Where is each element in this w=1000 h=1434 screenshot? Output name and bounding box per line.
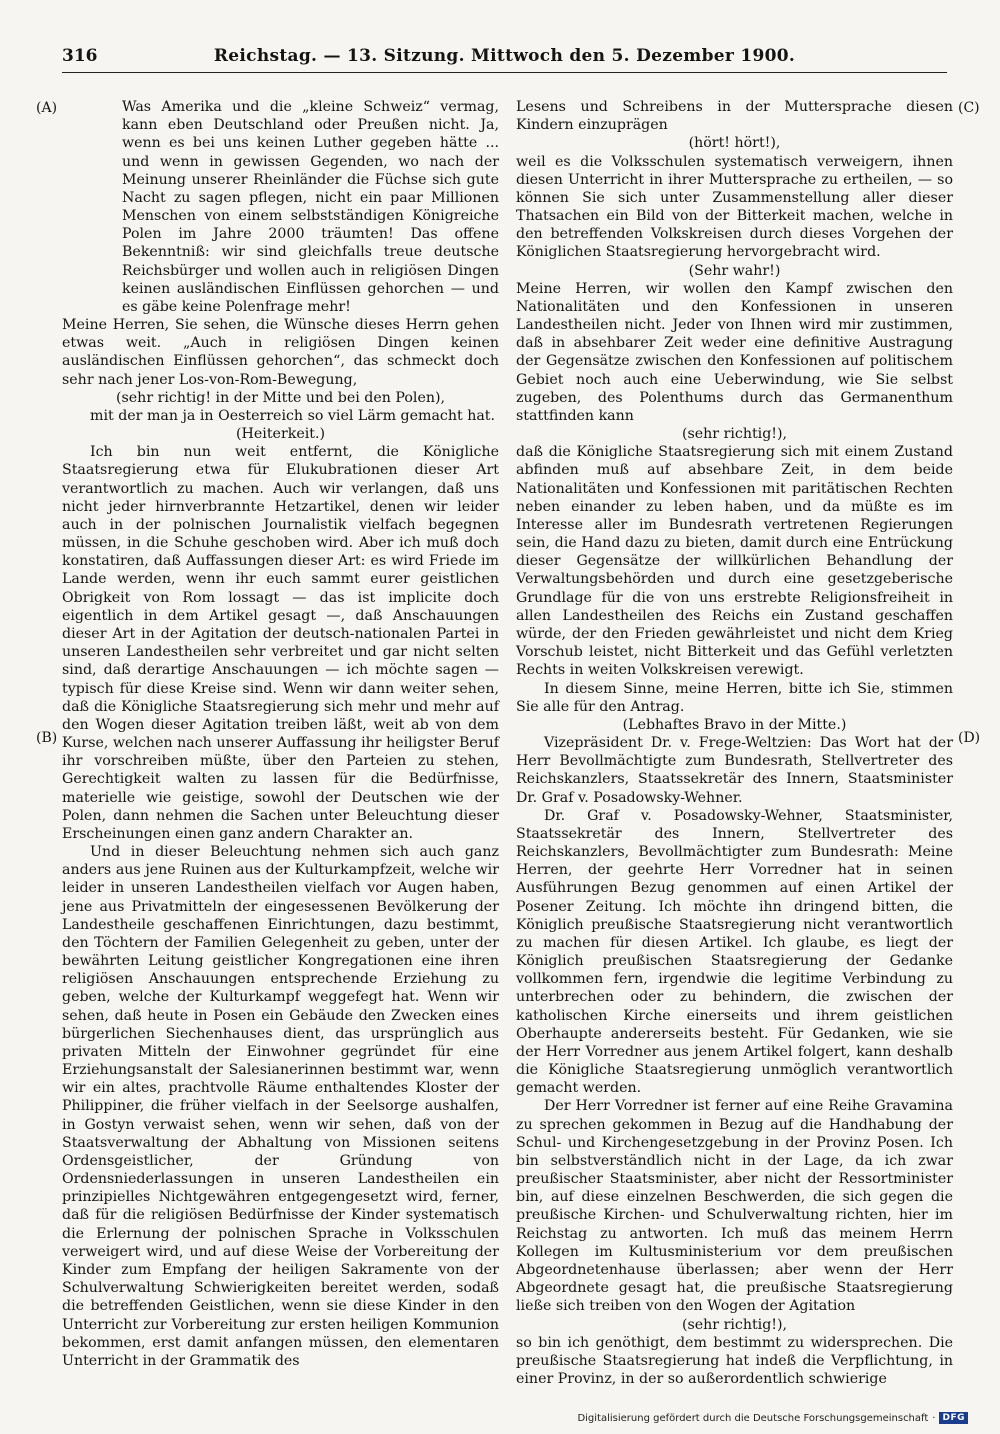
paragraph: (Sehr wahr!) <box>688 262 781 279</box>
footer: Digitalisierung gefördert durch die Deutsche Forschungsgemeinschaft · DFG <box>577 1412 968 1424</box>
paragraph: Ich bin nun weit entfernt, die Königliche Staatsregierung etwa für Elukubrationen dieser Art verantwortlich zu machen. Auch wir verlangen, daß uns nicht jeder hirnverbrannte Hetzartikel, denen wir leider auch in der polnischen Journalistik vielfach begegnen müssen, in die Schuhe geschoben wird. Aber ich muß doch konstatiren, daß Auffassungen dieser Art: es wird Friede im Lande werden, wenn ihr euch sammt eurer geistlichen Obrigkeit von Rom lossagt — das ist implicite doch eigentlich in dem Artikel gesagt —, daß Anschauungen dieser Art in der Agitation der deutsch-nationalen Partei in unseren Landestheilen sehr verbreitet und gar nicht selten sind, daß derartige Anschauungen — ich möchte sagen — typisch für diese Kreise sind. Wenn wir dann weiter sehen, daß die Königliche Staatsregierung sich mehr und mehr auf den Wogen dieser Agitation treiben läßt, weit ab von dem Kurse, welchen nach unserer Auffassung ihr heiligster Beruf ihr vorschreiben müßte, über den Parteien zu stehen, Gerechtigkeit walten zu lassen für die Bedürfnisse, materielle wie geistige, sowohl der Deutschen wie der Polen, dann nehmen die Sachen unter Beleuchtung dieser Erscheinungen einen ganz andern Charakter an. <box>62 444 499 842</box>
paragraph: In diesem Sinne, meine Herren, bitte ich Sie, stimmen Sie alle für den Antrag. <box>516 680 953 715</box>
margin-marker-d: (D) <box>958 730 981 746</box>
paragraph: (sehr richtig!), <box>681 426 788 443</box>
margin-marker-c: (C) <box>958 100 980 116</box>
page-number: 316 <box>62 46 98 66</box>
paragraph: (sehr richtig!), <box>681 1316 788 1333</box>
paragraph: Vizepräsident Dr. v. Frege-Weltzien: Das Wort hat der Herr Bevollmächtigte zum Bundesrath, Stellvertreter des Reichskanzlers, Staatssekretär des Innern, Staatsminister Dr. Graf v. Posadowsky-Wehner. <box>516 735 953 806</box>
footer-credit: Digitalisierung gefördert durch die Deutsche Forschungsgemeinschaft <box>577 1412 929 1424</box>
paragraph: weil es die Volksschulen systematisch verweigern, ihnen diesen Unterricht in ihrer Muttersprache zu ertheilen, — so können Sie sich unter Zusammenstellung aller dieser Thatsachen ein Bild von der Bitterkeit machen, welche in den betreffenden Volkskreisen durch dieses Vorgehen der Königlichen Staatsregierung hervorgebracht wird. <box>516 153 953 261</box>
paragraph: so bin ich genöthigt, dem bestimmt zu widersprechen. Die preußische Staatsregierung hat indeß die Verpflichtung, in einer Provinz, in der so außerordentlich schwierige <box>516 1334 953 1388</box>
left-column <box>62 98 499 1370</box>
running-title: Reichstag. — 13. Sitzung. Mittwoch den 5. Dezember 1900. <box>213 46 796 66</box>
paragraph: (hört! hört!), <box>688 135 781 152</box>
paragraph: Der Herr Vorredner ist ferner auf eine Reihe Gravamina zu sprechen gekommen in Bezug auf die Handhabung der Schul- und Kirchengesetzgebung in der Provinz Posen. Ich bin selbstverständlich nicht in der Lage, da ich zwar preußischer Staatsminister, aber nicht der Ressortminister bin, auf diese einzelnen Beschwerden, die sich gegen die preußische Kirchen- und Schulverwaltung richten, hier im Reichstag zu antworten. Ich muß das meinem Herrn Kollegen im Kultusministerium vor dem preußischen Abgeordnetenhause überlassen; aber wenn der Herr Abgeordnete gesagt hat, die preußische Staatsregierung ließe sich treiben von den Wogen der Agitation <box>516 1098 953 1315</box>
paragraph: (Lebhaftes Bravo in der Mitte.) <box>622 716 847 733</box>
margin-marker-a: (A) <box>36 100 58 116</box>
paragraph: (sehr richtig! in der Mitte und bei den Polen), <box>115 389 446 406</box>
right-column <box>516 98 953 1388</box>
paragraph: (Heiterkeit.) <box>236 426 325 443</box>
paragraph: daß die Königliche Staatsregierung sich mit einem Zustand abfinden muß auf absehbare Zeit, in dem beide Nationalitäten und Konfessionen mit paritätischen Rechten neben einander zu leben haben, und da müßte es im Interesse aller im Bundesrath vertretenen Regierungen sein, die Hand dazu zu bieten, damit durch eine Entrückung dieser Gegensätze der willkürlichen Behandlung der Verwaltungsbehörden und durch eine gesetzgeberische Grundlage für die von uns erstrebte Religionsfreiheit in allen Landestheilen des Reichs ein Zustand geschaffen würde, der den Frieden gewährleistet und nicht dem Krieg Vorschub leistet, nicht Bitterkeit und das Gefühl verletzten Rechts in weiten Volkskreisen verewigt. <box>516 444 953 679</box>
paragraph: Meine Herren, Sie sehen, die Wünsche dieses Herrn gehen etwas weit. „Auch in religiösen Dingen keinen ausländischen Einflüssen gehorchen“, das schmeckt doch sehr nach jener Los-von-Rom-Bewegung, <box>62 317 499 388</box>
paragraph: Und in dieser Beleuchtung nehmen sich auch ganz anders aus jene Ruinen aus der Kulturkampfzeit, welche wir leider in unseren Landestheilen vielfach vor Augen haben, jene aus Privatmitteln der eingesessenen Bevölkerung der Landestheile geschaffenen Einrichtungen, dazu bestimmt, den Töchtern der Familien Gelegenheit zu geben, unter der bewährten Leitung geistlicher Kongregationen eine ihren religiösen Anschauungen entsprechende Erziehung zu geben, welche der Kulturkampf weggefegt hat. Wenn wir sehen, daß heute in Posen ein Gebäude den Zwecken eines bürgerlichen Siechenhauses dient, das ursprünglich aus privaten Mitteln der Einwohner gegründet für eine Erziehungsanstalt der Salesianerinnen bestimmt war, wenn wir ein altes, prachtvolle Räume enthaltendes Kloster der Philippiner, die früher vielfach in der Seelsorge aushalfen, in Gostyn verwaist sehen, wenn wir sehen, daß von der Staatsverwaltung der Abhaltung von Missionen seitens Ordensgeistlicher, der Gründung von Ordensniederlassungen in unseren Landestheilen ein prinzipielles Nichtgewähren entgegengesetzt wird, ferner, daß für die religiösen Bedürfnisse der Kinder systematisch die Erlernung der polnischen Sprache in Volksschulen verweigert wird, und auf diese Weise der Vorbereitung der Kinder zum Empfang der heiligen Sakramente von der Schulverwaltung Schwierigkeiten bereitet werden, sodaß die betreffenden Geistlichen, wenn sie diese Kinder in den Unterricht zur Vorbereitung zur ersten heiligen Kommunion bekommen, erst damit anfangen müssen, den elementaren Unterricht in der Grammatik des <box>62 844 499 1369</box>
paragraph: mit der man ja in Oesterreich so viel Lärm gemacht hat. <box>90 407 496 424</box>
paragraph: Was Amerika und die „kleine Schweiz“ vermag, kann eben Deutschland oder Preußen nicht. Ja, wenn es bei uns keinen Luther gegeben hätte ... und wenn in gewissen Gegenden, wo nach der Meinung unserer Rheinländer die Füchse sich gute Nacht zu sagen pflegen, nicht ein paar Millionen Menschen von einem selbstständigen Königreiche Polen im Jahre 2000 träumten! Das offene Bekenntniß: wir sind gleichfalls treue deutsche Reichsbürger und wollen auch in religiösen Dingen keinen ausländischen Einflüssen gehorchen — und es gäbe keine Polenfrage mehr! <box>122 99 499 315</box>
page-header <box>62 46 947 73</box>
paragraph: Dr. Graf v. Posadowsky-Wehner, Staatsminister, Staatssekretär des Innern, Stellvertreter des Reichskanzlers, Bevollmächtigter zum Bundesrath: Meine Herren, der geehrte Herr Vorredner hat in seinen Ausführungen Bezug genommen auf einen Artikel der Posener Zeitung. Ich möchte ihn dringend bitten, die Königlich preußische Staatsregierung nicht verantwortlich zu machen für diesen Artikel. Ich glaube, es liegt der Königlich preußischen Staatsregierung der Gedanke vollkommen fern, irgendwie die legitime Verbindung zu unterbrechen oder zu behindern, die zwischen der katholischen Kirche einerseits und ihrem geistlichen Oberhaupte andererseits besteht. Für Gedanken, wie sie der Herr Vorredner aus jenem Artikel folgert, kann deshalb die Königliche Staatsregierung unmöglich verantwortlich gemacht werden. <box>516 807 953 1097</box>
margin-marker-b: (B) <box>36 730 58 746</box>
dfg-logo: DFG <box>939 1412 968 1424</box>
paragraph: Meine Herren, wir wollen den Kampf zwischen den Nationalitäten und den Konfessionen in unseren Landestheilen nicht. Jeder von Ihnen wird mir zustimmen, daß in absehbarer Zeit weder eine definitive Austragung der Gegensätze zwischen den Konfessionen auf politischem Gebiet noch auch eine Ueberwindung, wie Sie selbst zugeben, des Polenthums durch das Germanenthum stattfinden kann <box>516 280 953 424</box>
paragraph: Lesens und Schreibens in der Muttersprache diesen Kindern einzuprägen <box>516 99 953 134</box>
